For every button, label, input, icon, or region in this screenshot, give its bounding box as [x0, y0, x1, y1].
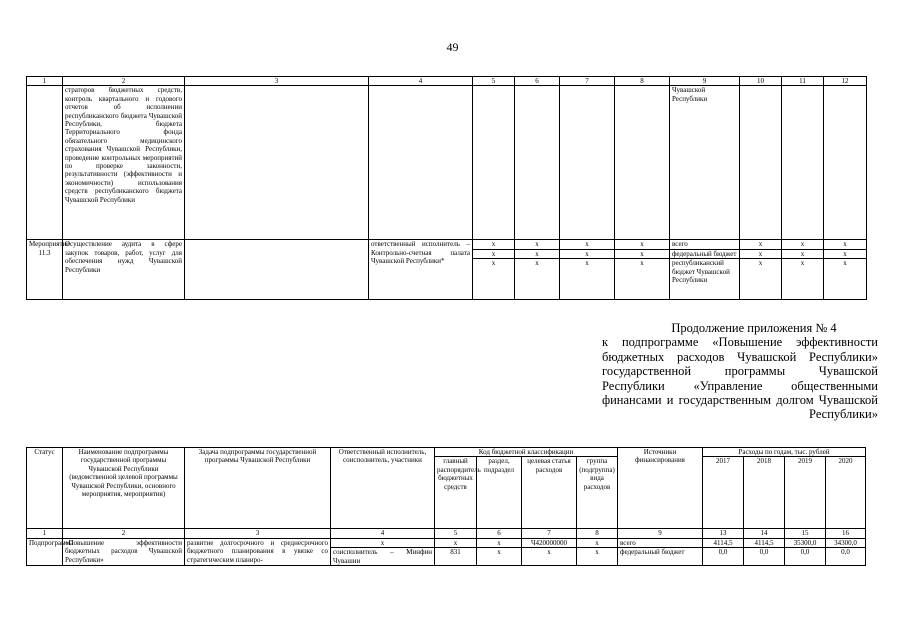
code-cell: х: [522, 548, 577, 566]
header-status: Статус: [27, 448, 63, 529]
col-number: 2: [63, 77, 185, 86]
value-cell: х: [824, 259, 867, 300]
header-expenses: Расходы по годам, тыс. рублей: [703, 448, 866, 457]
code-cell: 831: [435, 548, 477, 566]
column-numbers-row: [27, 77, 867, 86]
code-cell: х: [477, 538, 522, 547]
code-cell: х: [560, 259, 615, 300]
column-numbers-row: [27, 529, 866, 538]
col-number: 8: [615, 77, 670, 86]
col-number: 1: [27, 529, 63, 538]
code-cell: х: [615, 240, 670, 249]
col-number: 7: [522, 529, 577, 538]
row-responsible: х: [331, 538, 435, 547]
source-cell: республиканский бюджет Чувашской Республики: [670, 259, 740, 300]
page-number: 49: [446, 40, 459, 54]
header-budget-sub: главный распорядитель бюджетных средств: [435, 457, 477, 529]
header-budget-sub: группа (подгруппа) вида расходов: [577, 457, 618, 529]
value-cell: 0,0: [744, 548, 785, 566]
col-number: 7: [560, 77, 615, 86]
header-year: 2018: [744, 457, 785, 529]
value-cell: х: [824, 240, 867, 249]
header-name: Наименование подпрограммы государственной программы Чувашской Республики (ведомственной целевой программы Чувашской Республики, основного мероприятия, мероприятия): [63, 448, 185, 529]
header-task: Задача подпрограммы государственной программы Чувашской Республики: [185, 448, 331, 529]
code-cell: х: [477, 548, 522, 566]
header-year: 2019: [785, 457, 826, 529]
code-cell: х: [515, 259, 560, 300]
source-cell: федеральный бюджет: [618, 548, 703, 566]
header-row: [27, 448, 866, 457]
value-cell: х: [782, 259, 824, 300]
activity-status: Мероприятие 11.3: [27, 240, 63, 300]
col-number: 13: [703, 529, 744, 538]
header-responsible: Ответственный исполнитель, соисполнитель, участники: [331, 448, 435, 529]
col-number: 14: [744, 529, 785, 538]
value-cell: х: [824, 249, 867, 258]
col-number: 15: [785, 529, 826, 538]
code-cell: х: [560, 249, 615, 258]
value-cell: 4114,5: [744, 538, 785, 547]
source-cell: всего: [670, 240, 740, 249]
row-status: Подпрограмма: [27, 538, 63, 565]
caption-text: к подпрограмме «Повышение эффективности бюджетных расходов Чувашской Республики» государственной программы Чувашской Республики «Управление общественными финансами и государственным долгом Чувашской Республики»: [602, 335, 878, 422]
col-number: 4: [369, 77, 473, 86]
code-cell: х: [515, 249, 560, 258]
code-cell: х: [615, 249, 670, 258]
header-budget-sub: целевая статья расходов: [522, 457, 577, 529]
col-number: 8: [577, 529, 618, 538]
code-cell: х: [560, 240, 615, 249]
header-budget-code: Код бюджетной классификации: [435, 448, 618, 457]
col-number: 10: [740, 77, 782, 86]
col-number: 16: [826, 529, 866, 538]
value-cell: х: [740, 249, 782, 258]
col-number: 3: [185, 529, 331, 538]
code-cell: х: [577, 538, 618, 547]
code-cell: х: [473, 249, 515, 258]
value-cell: 34300,0: [826, 538, 866, 547]
code-cell: х: [473, 259, 515, 300]
appendix-caption: [602, 321, 878, 422]
row-responsible: соисполнитель – Минфин Чувашии: [331, 548, 435, 566]
continued-description: страторов бюджетных средств, контроль квартального и годового отчетов об исполнении республиканского бюджета Чувашской Республики, бюджета Территориального фонда обязательного медицинского страхования Чувашской Республики, проведение контрольных мероприятий по проверке законности, результативности (эффективности и экономичности) использования средств республиканского бюджета Чувашской Республики: [63, 86, 185, 240]
value-cell: 0,0: [703, 548, 744, 566]
code-cell: Ч420000000: [522, 538, 577, 547]
activity-name: Осуществление аудита в сфере закупок товаров, работ, услуг для обеспечения нужд Чувашской Республики: [63, 240, 185, 300]
col-number: 5: [435, 529, 477, 538]
table-row: [27, 538, 866, 547]
col-number: 1: [27, 77, 63, 86]
source-cell: всего: [618, 538, 703, 547]
code-cell: х: [577, 548, 618, 566]
header-budget-sub: раздел, подраздел: [477, 457, 522, 529]
value-cell: х: [740, 240, 782, 249]
col-number: 6: [477, 529, 522, 538]
col-number: 4: [331, 529, 435, 538]
table-appendix-4: [26, 447, 866, 566]
value-cell: х: [782, 249, 824, 258]
row-name: «Повышение эффективности бюджетных расходов Чувашской Республики»: [63, 538, 185, 565]
table-row: [27, 240, 867, 249]
value-cell: х: [740, 259, 782, 300]
value-cell: 4114,5: [703, 538, 744, 547]
value-cell: 0,0: [785, 548, 826, 566]
caption-title: Продолжение приложения № 4: [671, 321, 837, 335]
col-number: 12: [824, 77, 867, 86]
header-year: 2020: [826, 457, 866, 529]
table-row: [27, 86, 867, 240]
activity-responsible: ответственный исполнитель – Контрольно-счетная палата Чувашской Республики*: [369, 240, 473, 300]
col-number: 2: [63, 529, 185, 538]
row-task: развитие долгосрочного и среднесрочного бюджетного планирования в увязке со стратегическим планиро-: [185, 538, 331, 565]
col-number: 11: [782, 77, 824, 86]
code-cell: х: [615, 259, 670, 300]
header-year: 2017: [703, 457, 744, 529]
value-cell: 0,0: [826, 548, 866, 566]
continued-source: Чувашской Республики: [670, 86, 740, 240]
source-cell: федеральный бюджет: [670, 249, 740, 258]
col-number: 5: [473, 77, 515, 86]
code-cell: х: [515, 240, 560, 249]
value-cell: 35300,0: [785, 538, 826, 547]
value-cell: х: [782, 240, 824, 249]
col-number: 3: [185, 77, 369, 86]
code-cell: х: [473, 240, 515, 249]
col-number: 6: [515, 77, 560, 86]
col-number: 9: [670, 77, 740, 86]
table-continued: [26, 76, 867, 300]
code-cell: х: [435, 538, 477, 547]
header-sources: Источники финансирования: [618, 448, 703, 529]
col-number: 9: [618, 529, 703, 538]
